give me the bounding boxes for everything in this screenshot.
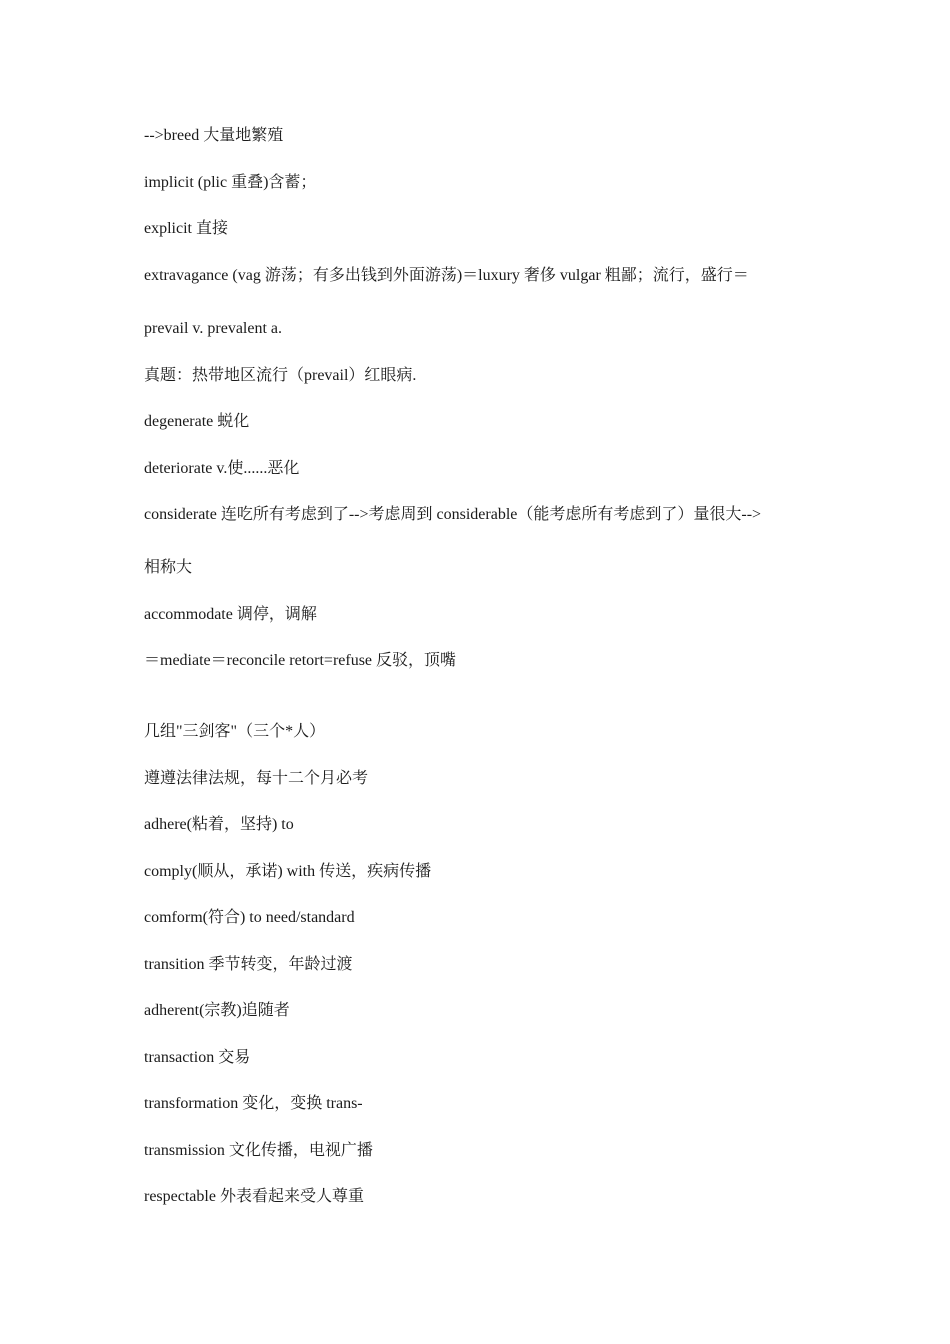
text-line: respectable 外表看起来受人尊重 xyxy=(144,1188,364,1205)
text-line: transaction 交易 xyxy=(144,1049,251,1066)
text-line: adherent(宗教)追随者 xyxy=(144,1002,290,1019)
text-line: comform(符合) to need/standard xyxy=(144,909,355,926)
text-line: prevail v. prevalent a. xyxy=(144,320,283,337)
text-line: transformation 变化，变换 trans- xyxy=(144,1095,363,1112)
text-line: implicit (plic 重叠)含蓄； xyxy=(144,174,317,191)
text-line: 遵遵法律法规，每十二个月必考 xyxy=(144,770,369,787)
text-line: explicit 直接 xyxy=(144,220,228,237)
section-heading: 几组"三剑客"（三个*人） xyxy=(144,723,326,740)
text-line: degenerate 蜕化 xyxy=(144,413,250,430)
text-line: ＝mediate＝reconcile retort=refuse 反驳，顶嘴 xyxy=(144,652,457,669)
text-line: considerate 连吃所有考虑到了-->考虑周到 considerable（能考虑所有考虑到了）量很大--> xyxy=(144,506,762,523)
text-line: accommodate 调停，调解 xyxy=(144,606,317,623)
text-line: 真题：热带地区流行（prevail）红眼病. xyxy=(144,367,417,384)
text-line: transition 季节转变，年龄过渡 xyxy=(144,956,353,973)
text-line: -->breed 大量地繁殖 xyxy=(144,127,284,144)
text-line: extravagance (vag 游荡；有多出钱到外面游荡)＝luxury 奢侈 vulgar 粗鄙；流行，盛行＝ xyxy=(144,267,749,284)
text-line: 相称大 xyxy=(144,559,193,576)
text-line: deteriorate v.使......恶化 xyxy=(144,460,300,477)
text-line: comply(顺从，承诺) with 传送，疾病传播 xyxy=(144,863,432,880)
text-line: adhere(粘着，坚持) to xyxy=(144,816,294,833)
text-line: transmission 文化传播，电视广播 xyxy=(144,1142,373,1159)
